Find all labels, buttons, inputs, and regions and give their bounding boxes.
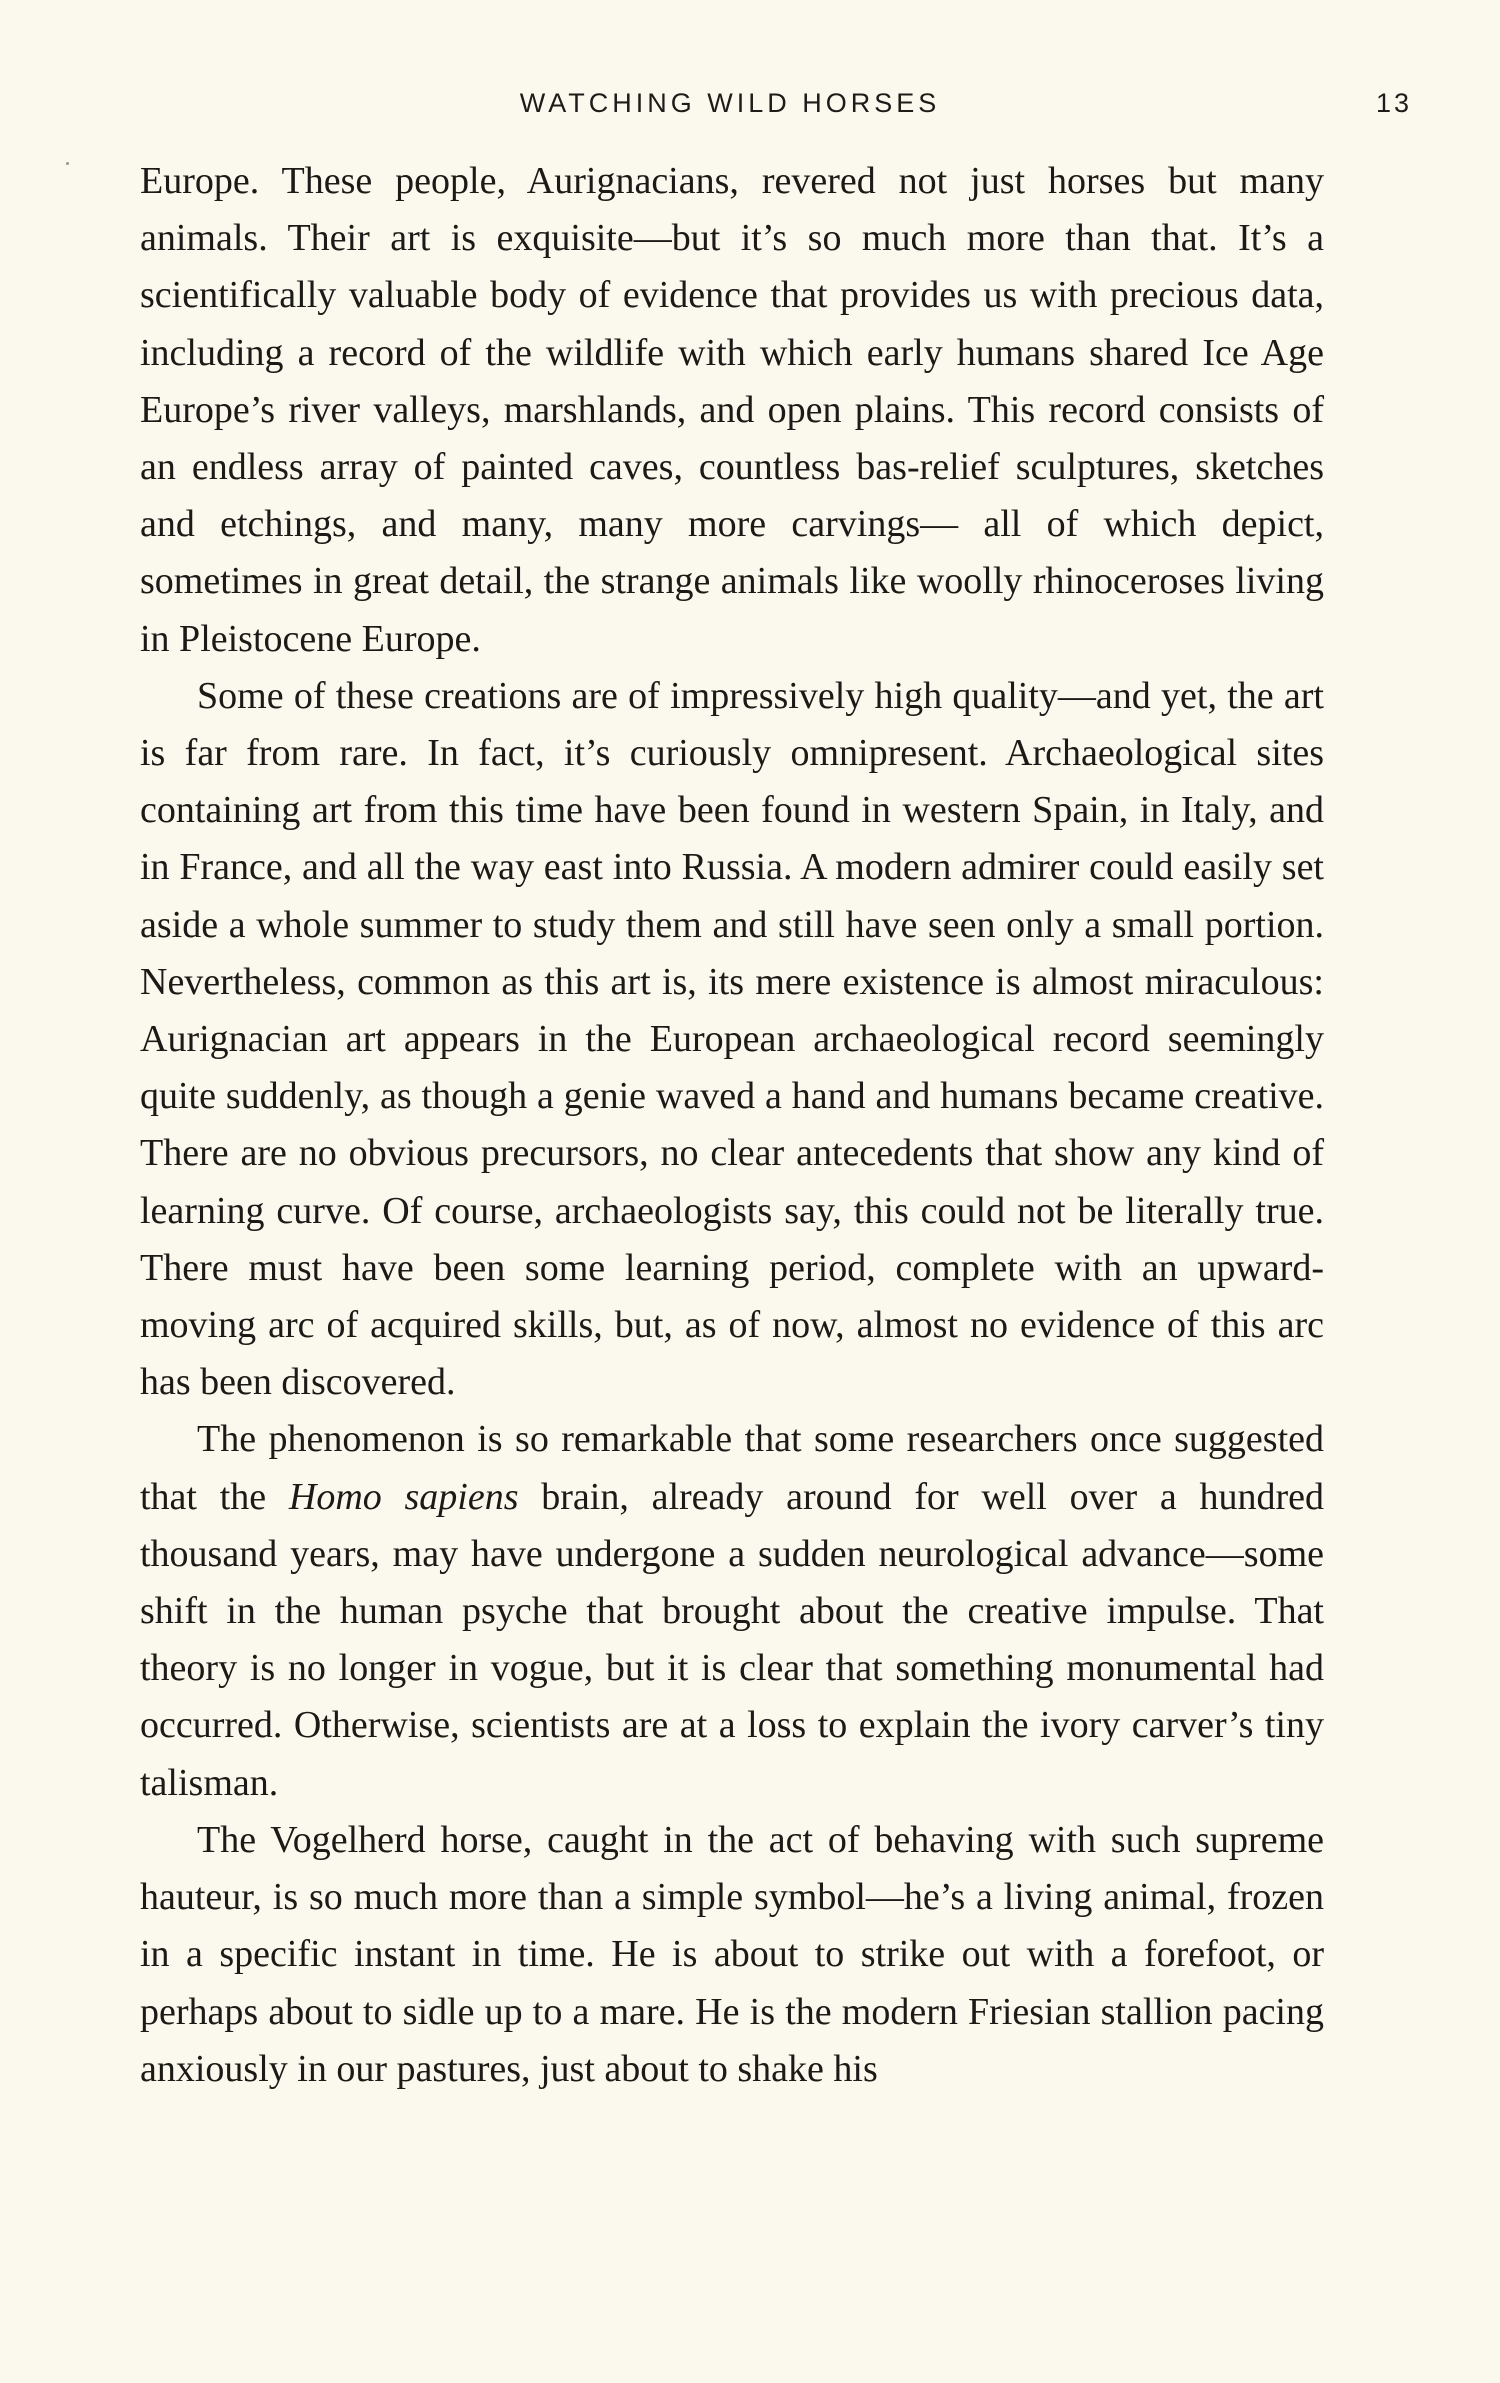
body-text (140, 153, 1324, 2098)
paragraph-3-text-end: brain, already around for well over a hundred thousand years, may have undergone a sudden neurological advance—some shift in the human psyche that brought about the creative impulse. That theory is no longer in vogue, but it is clear that something monumental had occurred. Otherwise, scientists are at a loss to explain the ivory carver’s tiny talisman. (140, 1475, 1324, 1804)
page-number: 13 (1376, 88, 1413, 118)
paragraph-3 (140, 1411, 1324, 1811)
species-name-italic: Homo sapiens (288, 1475, 519, 1518)
paragraph-1: Europe. These people, Aurignacians, revered not just horses but many animals. Their art is exquisite—but it’s so much more than that. It’s a scientifically valuable body of evidence that provides us with precious data, including a record of the wildlife with which early humans shared Ice Age Europe’s river valleys, marshlands, and open plains. This record consists of an endless array of painted caves, countless bas-relief sculptures, sketches and etchings, and many, many more carvings— all of which depict, sometimes in great detail, the strange animals like woolly rhinoceroses living in Pleistocene Europe. (140, 160, 1324, 660)
paragraph-3-text-start: The phenomenon is so remarkable that some researchers once suggested that the (140, 1418, 1324, 1518)
running-head: WATCHING WILD HORSES (519, 88, 941, 118)
paragraph-2: Some of these creations are of impressively high quality—and yet, the art is far from rare. In fact, it’s curiously omnipresent. Archaeological sites containing art from this time have been found in western Spain, in Italy, and in France, and all the way east into Russia. A modern admirer could easily set aside a whole summer to study them and still have seen only a small portion. Nevertheless, common as this art is, its mere existence is almost miraculous: Aurignacian art appears in the European archaeological record seemingly quite suddenly, as though a genie waved a hand and humans became creative. There are no obvious precursors, no clear antecedents that show any kind of learning curve. Of course, archaeologists say, this could not be literally true. There must have been some learning period, complete with an upward-moving arc of acquired skills, but, as of now, almost no evidence of this arc has been discovered. (140, 674, 1324, 1404)
paragraph-4: The Vogelherd horse, caught in the act of behaving with such supreme hauteur, is so much more than a simple symbol—he’s a living animal, frozen in a specific instant in time. He is about to strike out with a forefoot, or perhaps about to sidle up to a mare. He is the modern Friesian stallion pacing anxiously in our pastures, just about to shake his (140, 1818, 1324, 2090)
scan-speck (66, 162, 69, 165)
